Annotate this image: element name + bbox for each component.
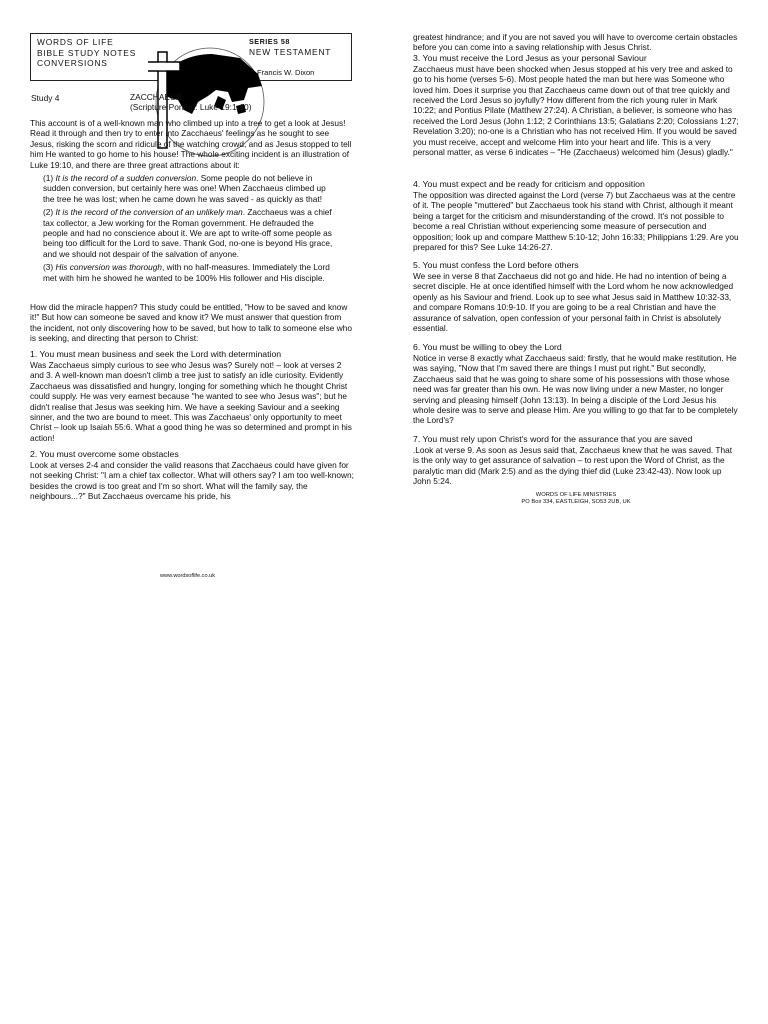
attraction-number: (1) xyxy=(43,173,56,183)
section-heading: 2. You must overcome some obstacles xyxy=(30,449,179,459)
title-line-words-of-life: WORDS OF LIFE xyxy=(37,37,114,47)
testament-label: NEW TESTAMENT xyxy=(249,47,332,57)
attraction-text: . Some people do not believe in sudden conversion, but certainly here was one! When Zacchaeus climbed up the tree he was lost; when he came down he was saved - as quickly as that! xyxy=(43,173,326,204)
section-1 xyxy=(30,349,354,446)
intro-text: This account is of a well-known man who climbed up into a tree to get a look at Jesus! Read it through and then try to enter into Zacchaeus' feelings as he sought to see Jesus, risking the scorn and ridicule of the watching crowd, and as Jesus stopped to tell him He wanted to go home to his house! The whole exciting incident is an illustration of Luke 19:10, and there are three great attractions about it: xyxy=(30,118,352,170)
intro-paragraph xyxy=(30,118,354,173)
ministry-address: PO Box 334, EASTLEIGH, SO53 2UB, UK xyxy=(521,499,631,505)
section-5 xyxy=(413,260,739,336)
publication-title xyxy=(37,37,136,69)
attraction-text: , with no half-measures. Immediately the Lord met with him he showed he wanted to be 100% His follower and His disciple. xyxy=(43,262,330,283)
section-6 xyxy=(413,342,739,429)
section-body: Look at verses 2-4 and consider the valid reasons that Zacchaeus could have given for not seeking Christ: "I am a chief tax collector. What will others say? I am too well-known; besides the crowd is too great and I'm so short. What will the family say, the neighbours...?" But Zacchaeus overcame his pride, his xyxy=(30,460,354,502)
how-miracle-paragraph xyxy=(30,302,354,347)
attractions-list xyxy=(43,173,339,286)
attraction-text: . Zacchaeus was a chief tax collector, a Jew working for the Roman government. He defrauded the people and had no conscience about it. We are apt to write-off some people as being too difficult for the Lord to save. Thank God, no-one is beyond His grace, and we should not despair of the salvation of anyone. xyxy=(43,207,333,259)
section-body: The opposition was directed against the Lord (verse 7) but Zacchaeus was at the centre of it. The people "muttered" but Zacchaeus took his stand with Christ, although it meant being a target for the criticism and misunderstanding of the crowd. It's not possible to become a real Christian without experiencing some measure of persecution and opposition; look up and compare Matthew 5:10-12; John 16:33; Philippians 1:29. Are you prepared for this? See Luke 14:26-27. xyxy=(413,190,739,253)
section-heading: 4. You must expect and be ready for criticism and opposition xyxy=(413,179,645,189)
section-heading: 5. You must confess the Lord before others xyxy=(413,260,579,270)
section-heading: 3. You must receive the Lord Jesus as your personal Saviour xyxy=(413,52,647,63)
website-url: www.wordsoflife.co.uk xyxy=(160,573,216,579)
section-3 xyxy=(413,32,739,160)
section-heading: 1. You must mean business and seek the Lord with determination xyxy=(30,349,282,359)
attraction-emphasis: It is the record of the conversion of an unlikely man xyxy=(55,207,243,218)
study-title-name: ZACCHAEUS xyxy=(130,92,182,102)
section-body: Was Zacchaeus simply curious to see who Jesus was? Surely not! – look at verses 2 and 3. A well-known man doesn't climb a tree just to satisfy an idle curiosity. Evidently Zacchaeus was dissatisfied and hungry, longing for something which he thought Christ could supply. He was very earnest because "he wanted to see who Jesus was"; but he didn't realise that Jesus was seeking him. We have a seeking Saviour and a seeking sinner, and the two are bound to meet. This was Zacchaeus' only opportunity to meet Christ – look up Isaiah 55:6. What a good thing he was so determined and prompt in his action! xyxy=(30,360,352,443)
study-number: Study 4 xyxy=(31,93,60,103)
section-heading: 7. You must rely upon Christ's word for the assurance that you are saved xyxy=(413,434,693,444)
section-body: Zacchaeus must have been shocked when Jesus stopped at his very tree and asked to go to his home (verses 5-6). Most people hated the man but here was Someone who loved him. Does it surprise you that Zacchaeus came down out of that tree quickly and received the Lord Jesus so joyfully? How different from the rich young ruler in Mark 10:22; and Pontius Pilate (Matthew 27:24). A Christian, a believer, is someone who has received the Lord Jesus (John 1:12; 2 Corinthians 13:5; Galatians 2:20; Colossians 1:27; Revelation 3:20); no-one is a Christian who has not received Him. If you would be saved you must receive, accept and welcome Him into your heart and life. This is a very personal matter, as verse 6 indicates – "He (Zacchaeus) welcomed him (Jesus) gladly." xyxy=(413,63,739,158)
attraction-item xyxy=(43,262,339,283)
ministry-name: WORDS OF LIFE MINISTRIES xyxy=(535,492,617,498)
section-2 xyxy=(30,449,354,505)
author-name: Francis W. Dixon xyxy=(257,68,315,77)
attraction-number: (3) xyxy=(43,262,56,273)
section-body: Notice in verse 8 exactly what Zacchaeus said: firstly, that he would make restitution. He was saying, "Now that I'm saved there are things I must put right." But secondly, Zacchaeus said that he was going to share some of his possessions with those whose need was far greater than his own. He was now living under a new Master, no longer serving and pleasing himself (John 13:13). In being a disciple of the Lord Jesus his whole desire was to serve and please Him. Are you willing to go that far to be completely the Lord's? xyxy=(413,353,738,426)
attraction-emphasis: His conversion was thorough xyxy=(55,262,162,273)
study-title xyxy=(130,93,252,113)
how-miracle-text: How did the miracle happen? This study could be entitled, "How to be saved and know it!" But how can someone be saved and know it? We must answer that question from the incident, not only discovering how to be saved, but how to talk to someone else who is seeking, and directing that person to Christ: xyxy=(30,302,352,344)
title-line-conversions: CONVERSIONS xyxy=(37,58,108,68)
attraction-number: (2) xyxy=(43,207,56,218)
section-body: .Look at verse 9. As soon as Jesus said that, Zacchaeus knew that he was saved. That is the only way to get assurance of salvation – to rest upon the Word of Christ, as the paralytic man did (Mark 2:5) and as the dying thief did (Luke 23:42-43). Now look up John 5:24. xyxy=(413,445,732,487)
section-4 xyxy=(413,179,739,255)
ministry-footer xyxy=(413,492,739,506)
attraction-emphasis: It is the record of a sudden conversion xyxy=(55,173,197,183)
series-number: SERIES 58 xyxy=(249,37,290,46)
attraction-item xyxy=(43,207,339,259)
title-line-bible-study-notes: BIBLE STUDY NOTES xyxy=(37,47,137,58)
scripture-portion: (Scripture Portion: Luke 19:1-10) xyxy=(130,101,252,112)
section-heading: 6. You must be willing to obey the Lord xyxy=(413,342,562,352)
section-body: We see in verse 8 that Zacchaeus did not go and hide. He had no intention of being a secret disciple. He at once identified himself with the Lord whom he now acknowledged openly as his Saviour and friend. Look up to see what Jesus said in Matthew 10:32-33, and compare Romans 10:9-10. If you are going to be a real Christian and have the assurance of salvation, open confession of your personal faith in Christ is absolutely essential. xyxy=(413,271,734,334)
continued-text: greatest hindrance; and if you are not saved you will have to overcome certain obstacles before you can come into a saving relationship with Jesus Christ. xyxy=(413,32,738,53)
attraction-item xyxy=(43,173,339,204)
section-7 xyxy=(413,434,739,490)
